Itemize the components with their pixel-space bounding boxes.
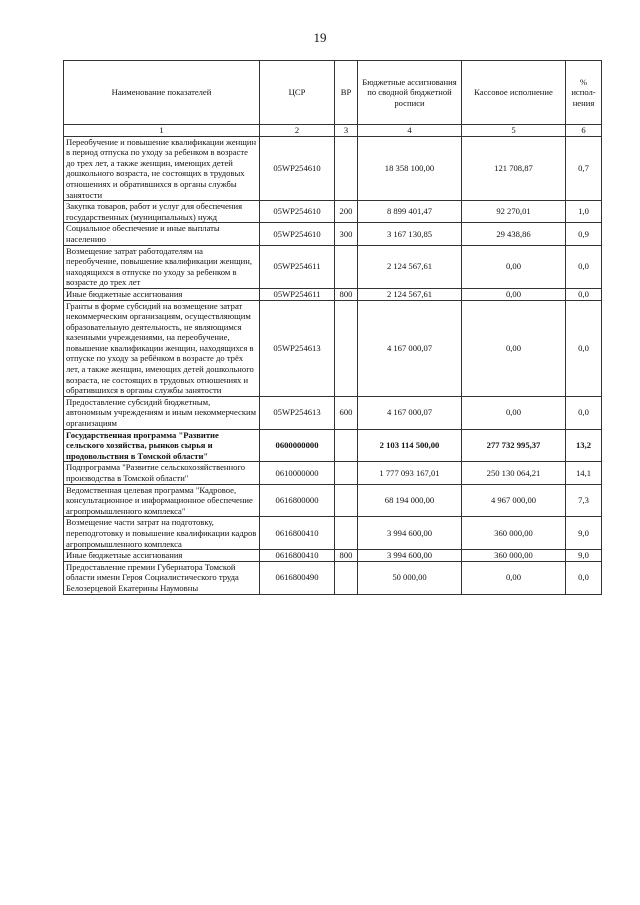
cell-cash: 92 270,01: [462, 201, 566, 223]
cell-vr: 800: [335, 550, 358, 562]
header-pct: % испол-нения: [566, 61, 602, 125]
table-row: [64, 300, 602, 396]
cell-cash: 360 000,00: [462, 550, 566, 562]
cell-name: Государственная программа "Развитие сельского хозяйства, рынков сырья и продовольствия в Томской области": [64, 429, 260, 462]
cell-pct: 0,0: [566, 396, 602, 429]
col-number: 3: [335, 125, 358, 137]
cell-csr: 05WP254611: [260, 245, 335, 288]
table-row: [64, 136, 602, 201]
cell-cash: 4 967 000,00: [462, 484, 566, 517]
cell-name: Ведомственная целевая программа "Кадровое, консультационное и информационное обеспечение агропромышленного комплекса": [64, 484, 260, 517]
cell-cash: 0,00: [462, 288, 566, 300]
cell-budget: 18 358 100,00: [358, 136, 462, 201]
cell-cash: 277 732 995,37: [462, 429, 566, 462]
table-row: [64, 561, 602, 594]
col-number: 1: [64, 125, 260, 137]
cell-cash: 0,00: [462, 561, 566, 594]
cell-pct: 0,0: [566, 561, 602, 594]
cell-pct: 0,0: [566, 245, 602, 288]
table-row: [64, 484, 602, 517]
header-vr: ВР: [335, 61, 358, 125]
col-number: 5: [462, 125, 566, 137]
cell-budget: 50 000,00: [358, 561, 462, 594]
cell-pct: 0,7: [566, 136, 602, 201]
cell-csr: 05WP254613: [260, 300, 335, 396]
cell-vr: 200: [335, 201, 358, 223]
cell-pct: 9,0: [566, 550, 602, 562]
col-number: 4: [358, 125, 462, 137]
cell-name: Возмещение затрат работодателям на переобучение, повышение квалификации женщин, находящихся в отпуске по уходу за ребенком в возрасте до трех лет: [64, 245, 260, 288]
cell-name: Возмещение части затрат на подготовку, переподготовку и повышение квалификации кадров агропромышленного комплекса: [64, 517, 260, 550]
cell-name: Закупка товаров, работ и услуг для обеспечения государственных (муниципальных) нужд: [64, 201, 260, 223]
cell-csr: 05WP254611: [260, 288, 335, 300]
cell-pct: 9,0: [566, 517, 602, 550]
cell-pct: 0,0: [566, 300, 602, 396]
cell-pct: 14,1: [566, 462, 602, 484]
cell-budget: 2 124 567,61: [358, 288, 462, 300]
cell-vr: [335, 462, 358, 484]
cell-csr: 0616800410: [260, 517, 335, 550]
cell-vr: [335, 561, 358, 594]
table-row: [64, 550, 602, 562]
cell-name: Предоставление субсидий бюджетным, автономным учреждениям и иным некоммерческим организациям: [64, 396, 260, 429]
cell-budget: 4 167 000,07: [358, 396, 462, 429]
col-number: 2: [260, 125, 335, 137]
cell-csr: 0616800410: [260, 550, 335, 562]
cell-csr: 0616800490: [260, 561, 335, 594]
cell-budget: 1 777 093 167,01: [358, 462, 462, 484]
cell-csr: 0610000000: [260, 462, 335, 484]
table-row: [64, 223, 602, 245]
cell-cash: 29 438,86: [462, 223, 566, 245]
cell-name: Иные бюджетные ассигнования: [64, 288, 260, 300]
cell-budget: 2 103 114 500,00: [358, 429, 462, 462]
table-row: [64, 462, 602, 484]
cell-vr: 800: [335, 288, 358, 300]
cell-budget: 2 124 567,61: [358, 245, 462, 288]
col-number: 6: [566, 125, 602, 137]
cell-name: Социальное обеспечение и иные выплаты населению: [64, 223, 260, 245]
cell-budget: 8 899 401,47: [358, 201, 462, 223]
cell-budget: 3 994 600,00: [358, 550, 462, 562]
page-number: 19: [313, 30, 327, 45]
cell-cash: 0,00: [462, 300, 566, 396]
cell-pct: 7,3: [566, 484, 602, 517]
table-row: [64, 288, 602, 300]
table-row: [64, 245, 602, 288]
cell-name: Предоставление премии Губернатора Томской области имени Героя Социалистического труда Белозерцевой Екатерины Наумовны: [64, 561, 260, 594]
cell-cash: 250 130 064,21: [462, 462, 566, 484]
cell-csr: 05WP254613: [260, 396, 335, 429]
header-budget: Бюджетные ассигнования по сводной бюджетной росписи: [358, 61, 462, 125]
cell-vr: 600: [335, 396, 358, 429]
cell-vr: [335, 136, 358, 201]
cell-budget: 3 994 600,00: [358, 517, 462, 550]
cell-cash: 0,00: [462, 245, 566, 288]
cell-vr: [335, 245, 358, 288]
cell-name: Иные бюджетные ассигнования: [64, 550, 260, 562]
cell-csr: 05WP254610: [260, 223, 335, 245]
table-row: [64, 201, 602, 223]
cell-pct: 0,0: [566, 288, 602, 300]
cell-csr: 05WP254610: [260, 136, 335, 201]
cell-name: Подпрограмма "Развитие сельскохозяйственного производства в Томской области": [64, 462, 260, 484]
cell-pct: 13,2: [566, 429, 602, 462]
table-row: [64, 396, 602, 429]
header-name: Наименование показателей: [64, 61, 260, 125]
cell-budget: 68 194 000,00: [358, 484, 462, 517]
column-number-row: [64, 125, 602, 137]
cell-vr: [335, 300, 358, 396]
cell-cash: 0,00: [462, 396, 566, 429]
cell-vr: [335, 429, 358, 462]
cell-csr: 05WP254610: [260, 201, 335, 223]
header-csr: ЦСР: [260, 61, 335, 125]
header-cash: Кассовое исполнение: [462, 61, 566, 125]
cell-vr: [335, 517, 358, 550]
cell-pct: 0,9: [566, 223, 602, 245]
cell-budget: 3 167 130,85: [358, 223, 462, 245]
cell-csr: 0616800000: [260, 484, 335, 517]
budget-execution-table: [63, 60, 602, 595]
table-row: [64, 429, 602, 462]
cell-pct: 1,0: [566, 201, 602, 223]
table-body: [64, 136, 602, 594]
cell-name: Переобучение и повышение квалификации женщин в период отпуска по уходу за ребенком в возрасте до трех лет, а также женщин, имеющих детей дошкольного возраста, не состоящих в трудовых отношениях и обратившихся в органы службы занятости: [64, 136, 260, 201]
cell-budget: 4 167 000,07: [358, 300, 462, 396]
cell-csr: 0600000000: [260, 429, 335, 462]
cell-name: Гранты в форме субсидий на возмещение затрат некоммерческим организациям, осуществляющим образовательную деятельность, не являющимся казенными учреждениями, на переобучение, повышение квалификации женщин, находящихся в отпуске по уходу за ребёнком в возрасте до трёх лет, а также женщин, имеющих детей дошкольного возраста, не состоящих в трудовых отношениях и обратившихся в органы службы занятости: [64, 300, 260, 396]
table-row: [64, 517, 602, 550]
cell-cash: 121 708,87: [462, 136, 566, 201]
cell-cash: 360 000,00: [462, 517, 566, 550]
cell-vr: [335, 484, 358, 517]
header-row: [64, 61, 602, 125]
cell-vr: 300: [335, 223, 358, 245]
